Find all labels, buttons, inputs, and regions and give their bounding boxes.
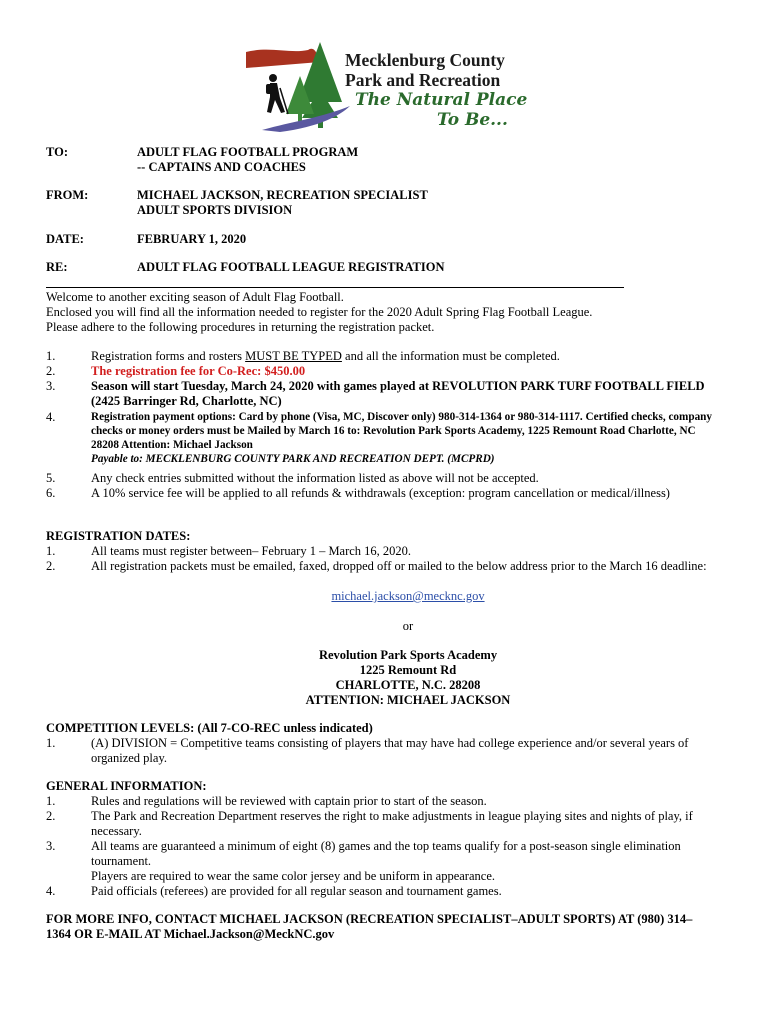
- comp-item-1b: organized play.: [91, 751, 168, 765]
- proc-num-2: 2.: [46, 364, 56, 378]
- hiker-figure: [266, 74, 288, 114]
- address-line-2: 1225 Remount Rd: [359, 663, 457, 677]
- proc-item-4a: Registration payment options: Card by phone (Visa, MC, Discover only) 980-314-1364 or 980-314-1117. Certified checks, company: [91, 411, 712, 423]
- gen-item-4: Paid officials (referees) are provided for all regular season and tournament games.: [91, 884, 502, 898]
- gen-item-2a: The Park and Recreation Department reserves the right to make adjustments in league playing sites and nights of play, if: [91, 809, 693, 823]
- header-divider: [46, 287, 624, 288]
- proc-num-6: 6.: [46, 486, 56, 500]
- address-line-3: CHARLOTTE, N.C. 28208: [335, 678, 481, 692]
- logo-line-2: Park and Recreation: [345, 70, 501, 90]
- date-label: DATE:: [46, 232, 84, 246]
- proc-item-1b: MUST BE TYPED: [245, 349, 342, 363]
- to-line-1: ADULT FLAG FOOTBALL PROGRAM: [137, 145, 359, 159]
- gen-num-3: 3.: [46, 839, 56, 853]
- reg-item-2: All registration packets must be emailed, faxed, dropped off or mailed to the below address prior to the March 16 deadline:: [91, 559, 707, 573]
- proc-num-4: 4.: [46, 410, 56, 424]
- gen-num-1: 1.: [46, 794, 56, 808]
- reg-num-2: 2.: [46, 559, 56, 573]
- proc-item-4b: checks or money orders must be Mailed by March 16 to: Revolution Park Sports Academy, 1225 Remount Road Charlotte, NC: [91, 425, 696, 437]
- gen-num-2: 2.: [46, 809, 56, 823]
- logo-tagline-2: To Be...: [437, 110, 508, 130]
- comp-num-1: 1.: [46, 736, 56, 750]
- gen-num-4: 4.: [46, 884, 56, 898]
- email-line: [46, 589, 770, 604]
- logo-tagline-1: The Natural Place: [355, 90, 528, 110]
- proc-item-3b: (2425 Barringer Rd, Charlotte, NC): [91, 394, 282, 408]
- reg-num-1: 1.: [46, 544, 56, 558]
- gen-item-2b: necessary.: [91, 824, 142, 838]
- from-value: [137, 188, 428, 218]
- gen-item-3a: All teams are guaranteed a minimum of eight (8) games and the top teams qualify for a post-season single elimination: [91, 839, 681, 853]
- address-line-4: ATTENTION: MICHAEL JACKSON: [305, 693, 511, 707]
- proc-item-6: A 10% service fee will be applied to all refunds & withdrawals (exception: program cancellation or medical/illness): [91, 486, 670, 500]
- general-heading: GENERAL INFORMATION:: [46, 779, 207, 793]
- address-line-1: Revolution Park Sports Academy: [318, 648, 498, 662]
- footer-line-1: FOR MORE INFO, CONTACT MICHAEL JACKSON (RECREATION SPECIALIST–ADULT SPORTS) AT (980) 314–: [46, 912, 693, 926]
- reg-item-1: All teams must register between– February 1 – March 16, 2020.: [91, 544, 412, 558]
- registration-heading: REGISTRATION DATES:: [46, 529, 191, 543]
- proc-num-5: 5.: [46, 471, 56, 485]
- logo-line-1: Mecklenburg County: [345, 50, 505, 70]
- proc-item-5: Any check entries submitted without the information listed as above will not be accepted.: [91, 471, 539, 485]
- proc-item-1: [91, 349, 560, 364]
- date-value: FEBRUARY 1, 2020: [137, 232, 247, 246]
- from-label: FROM:: [46, 188, 89, 202]
- to-value: [137, 145, 358, 175]
- mountain-band: [246, 49, 320, 68]
- logo-text: [345, 50, 505, 90]
- comp-item-1a: (A) DIVISION = Competitive teams consisting of players that may have had college experience and/or several years of: [91, 736, 689, 750]
- to-label: TO:: [46, 145, 68, 159]
- footer-line-2: 1364 OR E-MAIL AT Michael.Jackson@MeckNC.gov: [46, 927, 335, 941]
- proc-item-4d: Payable to: MECKLENBURG COUNTY PARK AND RECREATION DEPT. (MCPRD): [91, 453, 495, 465]
- competition-heading: COMPETITION LEVELS: (All 7-CO-REC unless indicated): [46, 721, 373, 735]
- gen-item-3c: Players are required to wear the same color jersey and be uniform in appearance.: [91, 869, 495, 883]
- proc-num-1: 1.: [46, 349, 56, 363]
- from-line-1: MICHAEL JACKSON, RECREATION SPECIALIST: [137, 188, 428, 202]
- proc-item-4c: 28208 Attention: Michael Jackson: [91, 439, 253, 451]
- proc-item-3a: Season will start Tuesday, March 24, 2020 with games played at REVOLUTION PARK TURF FOOTBALL FIELD: [91, 379, 705, 393]
- intro-line-3: Please adhere to the following procedures in returning the registration packet.: [46, 320, 435, 334]
- email-link[interactable]: michael.jackson@mecknc.gov: [331, 589, 485, 603]
- from-line-2: ADULT SPORTS DIVISION: [137, 203, 293, 217]
- to-line-2: -- CAPTAINS AND COACHES: [137, 160, 306, 174]
- gen-item-3b: tournament.: [91, 854, 152, 868]
- proc-item-2-fee: The registration fee for Co-Rec: $450.00: [91, 364, 306, 378]
- or-text: or: [402, 619, 414, 633]
- re-value: ADULT FLAG FOOTBALL LEAGUE REGISTRATION: [137, 260, 445, 274]
- re-label: RE:: [46, 260, 68, 274]
- proc-item-1a: Registration forms and rosters: [91, 349, 246, 363]
- proc-item-1c: and all the information must be completed.: [341, 349, 560, 363]
- intro-line-1: Welcome to another exciting season of Adult Flag Football.: [46, 290, 344, 304]
- proc-num-3: 3.: [46, 379, 56, 393]
- gen-item-1: Rules and regulations will be reviewed with captain prior to start of the season.: [91, 794, 487, 808]
- intro-line-2: Enclosed you will find all the information needed to register for the 2020 Adult Spring Flag Football League.: [46, 305, 593, 319]
